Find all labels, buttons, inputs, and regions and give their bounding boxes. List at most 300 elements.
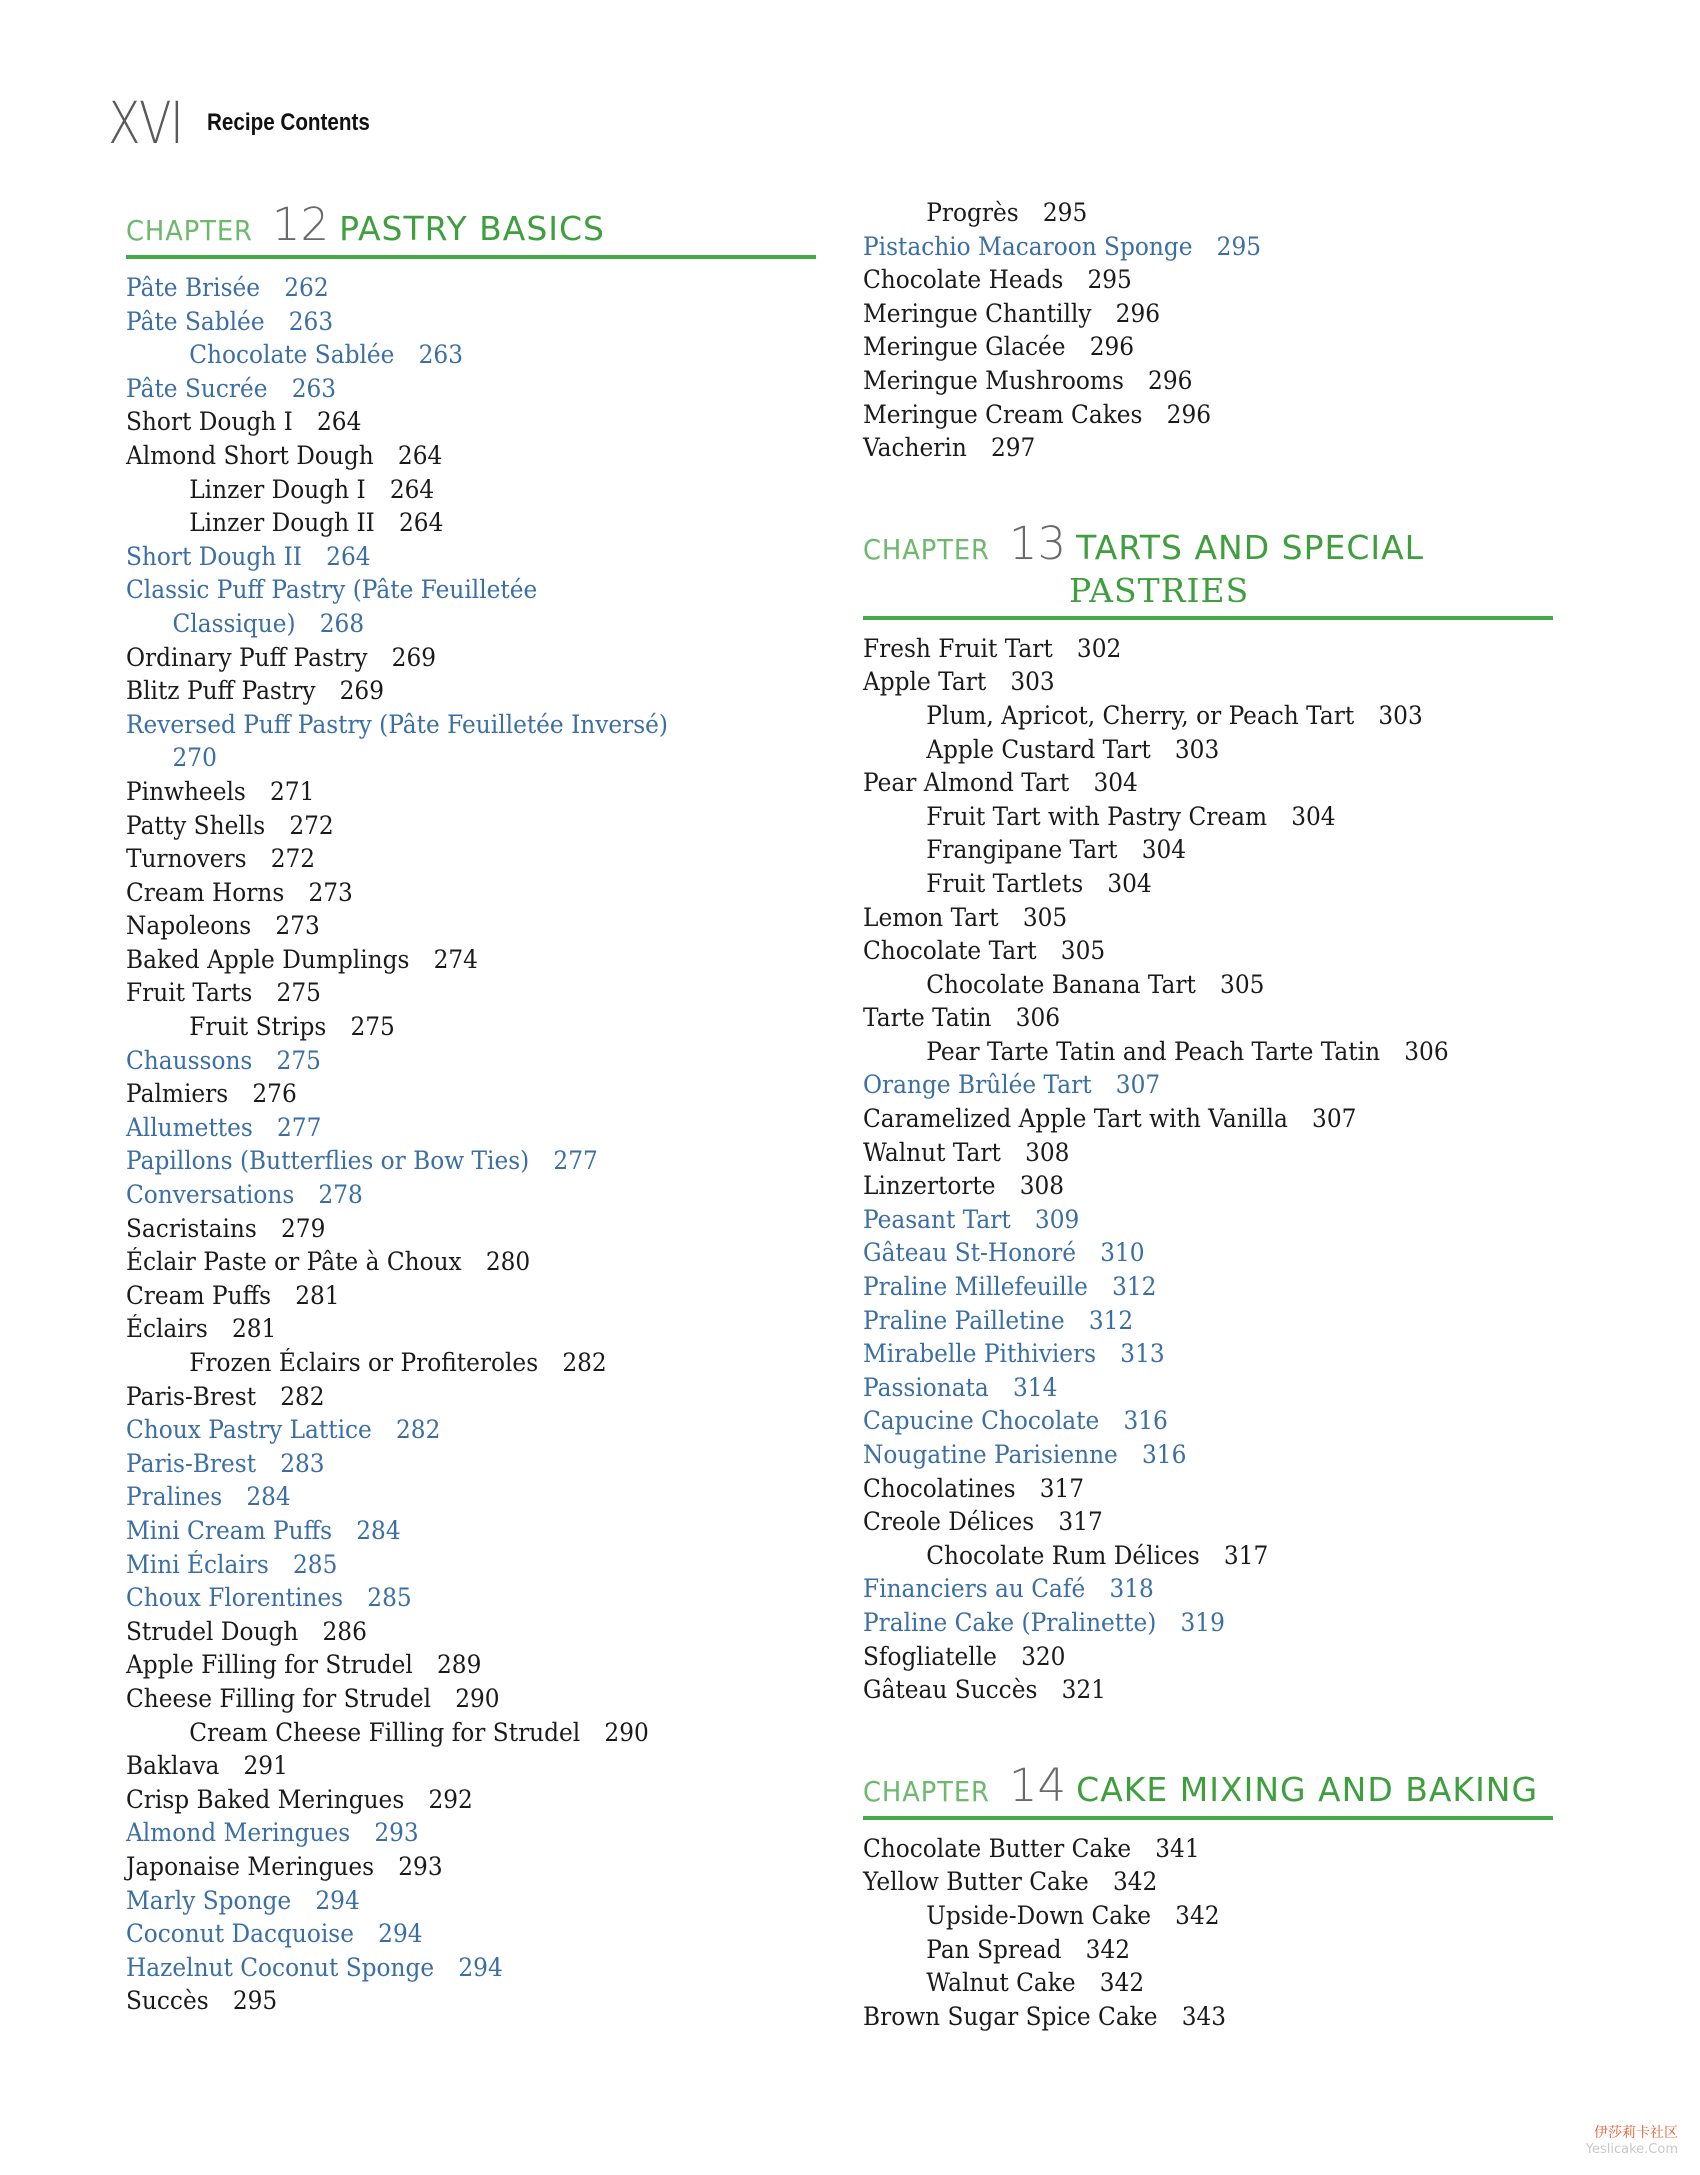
recipe-entry <box>863 1505 1505 1539</box>
recipe-title: Pinwheels <box>126 776 246 806</box>
recipe-page-number: 306 <box>1015 1003 1061 1033</box>
recipe-title: Sacristains <box>126 1213 257 1243</box>
recipe-title: Cream Cheese Filling for Strudel <box>189 1717 581 1747</box>
recipe-entry <box>126 1984 768 2018</box>
recipe-title: Apple Custard Tart <box>926 734 1151 764</box>
recipe-entry <box>126 506 768 540</box>
recipe-title: Napoleons <box>126 911 252 941</box>
recipe-entry <box>126 1077 768 1111</box>
recipe-page-number: 317 <box>1039 1473 1085 1503</box>
recipe-title: Sfogliatelle <box>863 1641 997 1671</box>
recipe-page-number: 307 <box>1115 1070 1161 1100</box>
recipe-page-number: 316 <box>1123 1406 1168 1436</box>
chapter-13-heading <box>863 517 1553 620</box>
recipe-page-number: 309 <box>1034 1204 1080 1234</box>
recipe-entry <box>863 1472 1505 1506</box>
recipe-title: Chocolate Sablée <box>189 340 395 370</box>
recipe-title: Succès <box>126 1986 209 2016</box>
recipe-title: Upside-Down Cake <box>926 1900 1151 1930</box>
recipe-title: Linzer Dough II <box>189 508 375 538</box>
recipe-entry <box>863 1203 1505 1237</box>
recipe-title: Ordinary Puff Pastry <box>126 642 368 672</box>
recipe-title: Meringue Cream Cakes <box>863 399 1143 429</box>
recipe-entry <box>126 439 768 473</box>
recipe-page-number: 297 <box>990 433 1036 463</box>
recipe-title: Yellow Butter Cake <box>863 1867 1089 1897</box>
recipe-page-number: 279 <box>281 1213 326 1243</box>
recipe-title: Turnovers <box>126 844 247 874</box>
recipe-entry <box>863 230 1505 264</box>
chapter-label: CHAPTER <box>126 214 253 247</box>
page-header <box>108 89 396 157</box>
recipe-title: Marly Sponge <box>126 1885 292 1915</box>
recipe-entry <box>863 330 1505 364</box>
recipe-title: Walnut Cake <box>926 1968 1076 1998</box>
recipe-title: Éclairs <box>126 1314 208 1344</box>
chapter-rule <box>863 1816 1553 1820</box>
recipe-entry <box>126 573 768 607</box>
recipe-entry <box>126 1447 768 1481</box>
recipe-entry <box>126 1951 768 1985</box>
recipe-entry <box>863 1136 1505 1170</box>
recipe-entry <box>126 708 768 742</box>
recipe-page-number: 273 <box>308 877 353 907</box>
recipe-title: Meringue Mushrooms <box>863 365 1124 395</box>
recipe-title: Chocolate Butter Cake <box>863 1833 1132 1863</box>
recipe-title: Praline Millefeuille <box>863 1272 1088 1302</box>
recipe-page-number: 342 <box>1085 1934 1131 1964</box>
recipe-title: Japonaise Meringues <box>126 1851 375 1881</box>
recipe-title: Passionata <box>863 1372 989 1402</box>
recipe-entry <box>126 1783 768 1817</box>
recipe-entry <box>863 398 1505 432</box>
recipe-title: Pistachio Macaroon Sponge <box>863 231 1193 261</box>
recipe-title: Fruit Tarts <box>126 978 253 1008</box>
recipe-page-number: 305 <box>1022 902 1068 932</box>
recipe-page-number: 264 <box>326 541 371 571</box>
recipe-title: Creole Délices <box>863 1507 1035 1537</box>
recipe-page-number: 317 <box>1058 1507 1103 1537</box>
recipe-title: Praline Pailletine <box>863 1305 1065 1335</box>
recipe-title: Coconut Dacquoise <box>126 1919 354 1949</box>
recipe-title: Cheese Filling for Strudel <box>126 1683 432 1713</box>
recipe-entry <box>863 699 1505 733</box>
recipe-title: Nougatine Parisienne <box>863 1440 1118 1469</box>
recipe-page-number: 296 <box>1148 365 1193 395</box>
recipe-entry <box>126 1581 768 1615</box>
recipe-page-number: 294 <box>315 1885 360 1915</box>
recipe-entry <box>126 1917 768 1951</box>
chapter-label: CHAPTER <box>863 532 990 566</box>
recipe-entry <box>863 1933 1505 1967</box>
recipe-entry <box>126 1380 768 1414</box>
recipe-page-number: 264 <box>397 440 443 470</box>
recipe-page-number: 269 <box>339 676 385 706</box>
recipe-title: Mini Cream Puffs <box>126 1515 333 1545</box>
recipe-entry <box>863 1438 1505 1472</box>
recipe-page-number: 282 <box>396 1415 441 1445</box>
recipe-entry <box>126 943 768 977</box>
recipe-entry <box>863 1640 1505 1674</box>
recipe-entry <box>863 1371 1505 1405</box>
recipe-page-number: 263 <box>288 306 334 336</box>
recipe-page-number: 307 <box>1312 1104 1357 1134</box>
recipe-page-number: 291 <box>243 1751 288 1781</box>
recipe-title: Blitz Puff Pastry <box>126 676 316 706</box>
chapter-rule <box>126 255 816 259</box>
recipe-page-number: 271 <box>270 776 315 806</box>
recipe-entry <box>126 809 768 843</box>
recipe-page-number: 303 <box>1010 667 1055 697</box>
recipe-page-number: 264 <box>389 474 435 504</box>
recipe-entry <box>863 800 1505 834</box>
recipe-title: Lemon Tart <box>863 902 999 932</box>
chapter-label: CHAPTER <box>863 1774 990 1808</box>
recipe-title: Cream Puffs <box>126 1280 272 1310</box>
recipe-entry <box>863 1673 1505 1707</box>
recipe-list-chapter-12 <box>126 271 816 2018</box>
recipe-title: Frozen Éclairs or Profiteroles <box>189 1348 539 1377</box>
recipe-entry <box>863 1304 1505 1338</box>
recipe-page-number: 285 <box>293 1549 338 1579</box>
recipe-page-number: 303 <box>1378 700 1423 730</box>
recipe-page-number: 281 <box>295 1280 340 1310</box>
recipe-title: Chocolate Banana Tart <box>926 969 1196 999</box>
recipe-page-number: 305 <box>1220 969 1265 999</box>
recipe-entry <box>126 876 768 910</box>
recipe-title: Papillons (Butterflies or Bow Ties) <box>126 1146 530 1176</box>
recipe-page-number: 275 <box>350 1012 395 1042</box>
recipe-page-number: 275 <box>276 978 321 1008</box>
recipe-list-chapter-13 <box>863 632 1553 1707</box>
recipe-title: Choux Pastry Lattice <box>126 1415 372 1445</box>
recipe-page-number: 341 <box>1155 1833 1200 1863</box>
recipe-page-number: 280 <box>485 1247 531 1277</box>
recipe-page-number: 286 <box>322 1616 367 1646</box>
recipe-title: Chocolate Heads <box>863 265 1064 295</box>
recipe-entry <box>126 641 768 675</box>
recipe-page-number: 305 <box>1060 936 1106 966</box>
recipe-page-number: 313 <box>1120 1339 1165 1369</box>
recipe-page-number: 290 <box>455 1683 500 1713</box>
recipe-entry <box>863 1606 1505 1640</box>
recipe-entry <box>863 1270 1505 1304</box>
recipe-entry <box>126 1413 768 1447</box>
recipe-page-number: 264 <box>316 407 362 437</box>
recipe-title: Pan Spread <box>926 1934 1062 1964</box>
running-title: Recipe Contents <box>206 109 370 136</box>
recipe-entry <box>863 431 1505 465</box>
recipe-entry <box>126 1346 768 1380</box>
recipe-page-number: 304 <box>1141 835 1187 865</box>
recipe-page-number: 295 <box>1087 265 1132 295</box>
recipe-entry <box>126 1111 768 1145</box>
recipe-title: Apple Tart <box>863 667 987 697</box>
recipe-page-number: 303 <box>1174 734 1220 764</box>
recipe-entry <box>126 305 768 339</box>
recipe-entry <box>126 1480 768 1514</box>
watermark-text: 伊莎莉卡社区 <box>1594 2125 1678 2141</box>
recipe-page-number: 318 <box>1109 1574 1154 1604</box>
recipe-title: Meringue Glacée <box>863 332 1066 362</box>
right-column <box>863 196 1553 2033</box>
recipe-entry <box>126 405 768 439</box>
recipe-entry <box>863 968 1505 1002</box>
recipe-entry <box>126 1548 768 1582</box>
recipe-title: Praline Cake (Pralinette) <box>863 1607 1157 1637</box>
chapter-title: TARTS AND SPECIAL <box>1076 527 1425 567</box>
recipe-entry <box>863 1865 1505 1899</box>
recipe-page-number: 289 <box>436 1650 482 1680</box>
recipe-entry <box>126 741 768 775</box>
recipe-entry <box>126 1212 768 1246</box>
recipe-title: Linzertorte <box>863 1171 996 1201</box>
recipe-title: Paris-Brest <box>126 1381 257 1411</box>
recipe-page-number: 263 <box>291 373 337 403</box>
recipe-entry <box>863 1539 1505 1573</box>
page-number: XVI <box>108 89 183 157</box>
chapter-14-heading <box>863 1759 1553 1820</box>
recipe-page-number: 293 <box>398 1851 443 1881</box>
recipe-entry <box>126 1144 768 1178</box>
recipe-entry <box>126 1514 768 1548</box>
chapter-number: 14 <box>1008 1758 1067 1812</box>
recipe-title: Choux Florentines <box>126 1583 344 1613</box>
recipe-page-number: 342 <box>1099 1968 1145 1998</box>
recipe-page-number: 263 <box>418 340 464 370</box>
chapter-rule <box>863 616 1553 620</box>
chapter-title-line-2: PASTRIES <box>1069 570 1250 610</box>
recipe-entry <box>863 1169 1505 1203</box>
recipe-entry <box>126 1010 768 1044</box>
recipe-page-number: 316 <box>1142 1440 1187 1469</box>
recipe-entry <box>126 775 768 809</box>
recipe-entry <box>863 2000 1505 2034</box>
recipe-entry <box>863 665 1505 699</box>
recipe-entry <box>863 833 1505 867</box>
recipe-page-number: 296 <box>1089 332 1135 362</box>
recipe-title: Patty Shells <box>126 810 266 840</box>
recipe-title: Plum, Apricot, Cherry, or Peach Tart <box>926 700 1355 730</box>
recipe-page-number: 292 <box>428 1784 473 1814</box>
recipe-title: Pâte Sablée <box>126 306 265 336</box>
watermark <box>1586 2122 1678 2157</box>
recipe-title: Chocolate Rum Délices <box>926 1540 1200 1570</box>
recipe-page-number: 274 <box>433 944 478 974</box>
recipe-title: Pâte Sucrée <box>126 373 268 403</box>
recipe-title: Frangipane Tart <box>926 835 1118 865</box>
recipe-entry <box>126 674 768 708</box>
recipe-page-number: 277 <box>553 1146 598 1176</box>
recipe-title: Fruit Tart with Pastry Cream <box>926 801 1268 831</box>
recipe-page-number: 269 <box>391 642 437 672</box>
recipe-title: Chaussons <box>126 1045 253 1075</box>
recipe-title: Mirabelle Pithiviers <box>863 1339 1097 1369</box>
recipe-entry <box>126 1816 768 1850</box>
recipe-list-chapter-14 <box>863 1832 1553 2034</box>
recipe-entry <box>863 1001 1505 1035</box>
recipe-title: Brown Sugar Spice Cake <box>863 2001 1158 2031</box>
recipe-entry <box>126 976 768 1010</box>
recipe-entry <box>126 1044 768 1078</box>
recipe-entry <box>126 1615 768 1649</box>
recipe-page-number: 294 <box>458 1952 503 1982</box>
recipe-title: Fruit Tartlets <box>926 868 1084 898</box>
chapter-number: 12 <box>271 198 330 251</box>
recipe-title: Almond Short Dough <box>126 440 374 470</box>
recipe-entry <box>863 934 1505 968</box>
recipe-title: Fresh Fruit Tart <box>863 633 1053 663</box>
recipe-entry <box>126 1850 768 1884</box>
recipe-page-number: 306 <box>1404 1036 1449 1066</box>
recipe-page-number: 282 <box>562 1348 607 1377</box>
recipe-page-number: 276 <box>252 1079 297 1109</box>
recipe-entry <box>126 842 768 876</box>
recipe-page-number: 304 <box>1093 768 1138 798</box>
recipe-entry <box>126 1682 768 1716</box>
recipe-page-number: 262 <box>284 273 329 302</box>
recipe-title: Pear Tarte Tatin and Peach Tarte Tatin <box>926 1036 1381 1066</box>
recipe-title: Capucine Chocolate <box>863 1406 1100 1436</box>
recipe-page-number: 277 <box>277 1112 322 1142</box>
recipe-page-number: 295 <box>1216 231 1262 261</box>
recipe-title: 270 <box>172 743 217 773</box>
recipe-page-number: 264 <box>399 508 444 538</box>
recipe-title: Almond Meringues <box>126 1818 351 1848</box>
recipe-title: Gâteau St-Honoré <box>863 1238 1077 1268</box>
recipe-page-number: 295 <box>1042 198 1088 227</box>
recipe-entry <box>863 1236 1505 1270</box>
recipe-title: Allumettes <box>126 1112 253 1142</box>
recipe-title: Pâte Brisée <box>126 273 261 302</box>
recipe-title: Cream Horns <box>126 877 285 907</box>
watermark-url: Yeslicake.Com <box>1585 2142 1678 2157</box>
recipe-page-number: 304 <box>1107 868 1152 898</box>
recipe-title: Baked Apple Dumplings <box>126 944 410 974</box>
chapter-12-heading <box>126 198 816 259</box>
recipe-title: Hazelnut Coconut Sponge <box>126 1952 435 1982</box>
recipe-title: Progrès <box>926 198 1019 227</box>
recipe-entry <box>126 1884 768 1918</box>
recipe-entry <box>863 1337 1505 1371</box>
recipe-entry <box>863 901 1505 935</box>
recipe-entry <box>126 338 768 372</box>
chapter-title: CAKE MIXING AND BAKING <box>1076 1769 1539 1809</box>
recipe-title: Caramelized Apple Tart with Vanilla <box>863 1104 1288 1134</box>
recipe-title: Mini Éclairs <box>126 1549 269 1579</box>
recipe-page-number: 282 <box>280 1381 325 1411</box>
recipe-page-number: 314 <box>1012 1372 1058 1402</box>
recipe-title: Short Dough I <box>126 407 293 437</box>
recipe-title: Classique) <box>172 608 296 638</box>
recipe-title: Baklava <box>126 1751 220 1781</box>
recipe-entry <box>863 1035 1505 1069</box>
recipe-page-number: 285 <box>367 1583 412 1613</box>
recipe-page-number: 304 <box>1291 801 1336 831</box>
recipe-page-number: 296 <box>1115 298 1161 328</box>
recipe-page-number: 275 <box>276 1045 321 1075</box>
recipe-page-number: 290 <box>604 1717 649 1747</box>
left-column <box>126 198 816 2018</box>
recipe-title: Classic Puff Pastry (Pâte Feuilletée <box>126 575 538 605</box>
recipe-page-number: 268 <box>319 608 365 638</box>
recipe-title: Gâteau Succès <box>863 1675 1038 1705</box>
recipe-entry <box>126 1279 768 1313</box>
recipe-entry <box>863 1966 1505 2000</box>
recipe-page-number: 319 <box>1180 1607 1225 1637</box>
recipe-page-number: 320 <box>1021 1641 1066 1671</box>
recipe-entry <box>863 263 1505 297</box>
recipe-page-number: 284 <box>356 1515 401 1545</box>
recipe-title: Financiers au Café <box>863 1574 1086 1604</box>
recipe-entry <box>126 271 768 305</box>
recipe-page-number: 284 <box>246 1482 291 1512</box>
recipe-entry <box>126 1648 768 1682</box>
recipe-title: Conversations <box>126 1180 295 1210</box>
recipe-page-number: 343 <box>1181 2001 1227 2031</box>
recipe-page-number: 272 <box>270 844 316 874</box>
recipe-page-number: 283 <box>280 1448 325 1478</box>
recipe-entry <box>126 909 768 943</box>
recipe-title: Short Dough II <box>126 541 302 571</box>
recipe-page-number: 308 <box>1025 1137 1070 1167</box>
recipe-entry <box>863 1068 1505 1102</box>
recipe-entry <box>126 473 768 507</box>
recipe-page-number: 312 <box>1088 1305 1134 1335</box>
recipe-title: Peasant Tart <box>863 1204 1011 1234</box>
recipe-page-number: 281 <box>231 1314 277 1344</box>
recipe-title: Chocolate Tart <box>863 936 1037 966</box>
recipe-entry <box>863 1832 1505 1866</box>
recipe-entry <box>863 196 1505 230</box>
recipe-page-number: 294 <box>378 1919 423 1949</box>
recipe-title: Strudel Dough <box>126 1616 299 1646</box>
recipe-list-chapter-12-continued <box>863 196 1553 465</box>
recipe-title: Crisp Baked Meringues <box>126 1784 405 1814</box>
recipe-entry <box>863 867 1505 901</box>
recipe-title: Fruit Strips <box>189 1012 327 1042</box>
chapter-title: PASTRY BASICS <box>339 209 605 248</box>
recipe-page-number: 296 <box>1166 399 1212 429</box>
recipe-entry <box>863 733 1505 767</box>
recipe-entry <box>863 766 1505 800</box>
recipe-entry <box>863 1102 1505 1136</box>
recipe-page-number: 342 <box>1112 1867 1158 1897</box>
recipe-page-number: 317 <box>1223 1540 1269 1570</box>
recipe-entry <box>126 1245 768 1279</box>
recipe-title: Paris-Brest <box>126 1448 257 1478</box>
recipe-entry <box>863 297 1505 331</box>
recipe-title: Walnut Tart <box>863 1137 1001 1167</box>
recipe-title: Meringue Chantilly <box>863 298 1092 328</box>
recipe-page-number: 273 <box>275 911 320 941</box>
recipe-entry <box>126 540 768 574</box>
recipe-entry <box>126 1716 768 1750</box>
recipe-page-number: 321 <box>1061 1675 1106 1705</box>
recipe-page-number: 308 <box>1019 1171 1065 1201</box>
recipe-entry <box>863 632 1505 666</box>
recipe-title: Chocolatines <box>863 1473 1016 1503</box>
recipe-page-number: 342 <box>1175 1900 1220 1930</box>
recipe-title: Palmiers <box>126 1079 229 1109</box>
recipe-title: Orange Brûlée Tart <box>863 1070 1092 1100</box>
recipe-entry <box>863 1572 1505 1606</box>
recipe-title: Pear Almond Tart <box>863 768 1070 798</box>
recipe-entry <box>863 1899 1505 1933</box>
recipe-entry <box>126 1178 768 1212</box>
recipe-entry <box>863 364 1505 398</box>
recipe-entry <box>126 1749 768 1783</box>
